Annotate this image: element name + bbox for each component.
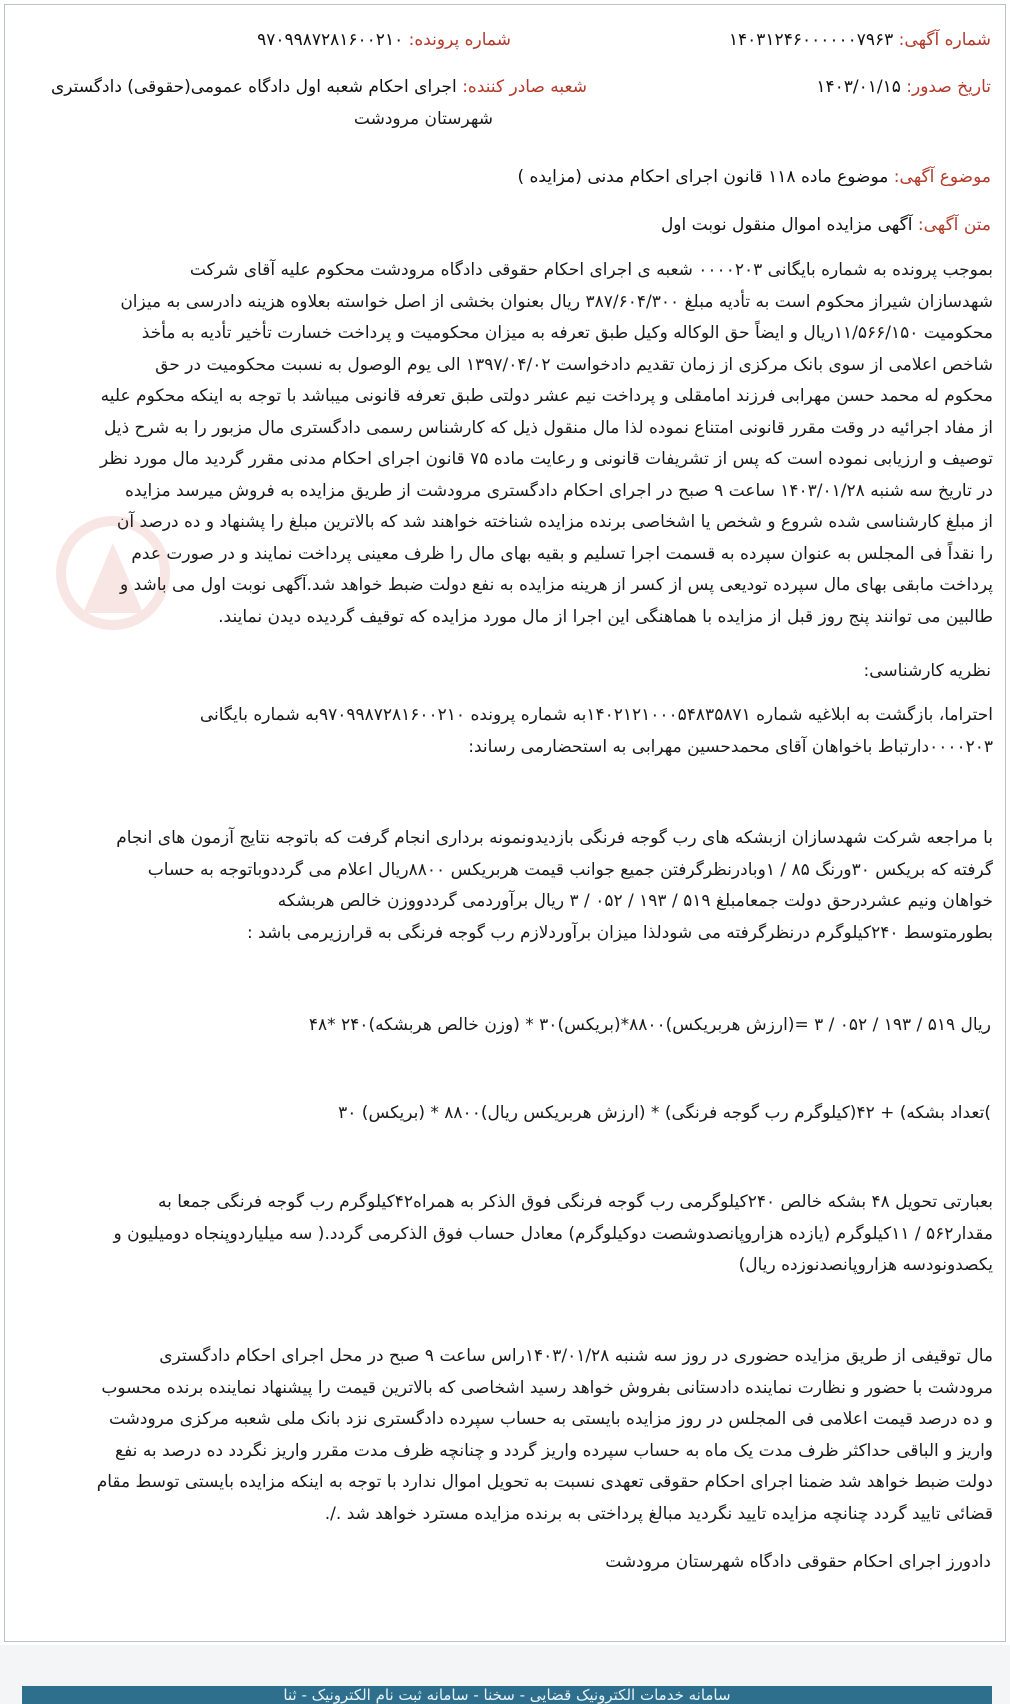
main-paragraph <box>19 255 993 633</box>
issue-date <box>816 75 991 99</box>
footer-links[interactable]: سامانه خدمات الکترونیک قضایی - سخنا - سامانه ثبت نام الکترونیک - ثنا <box>283 1686 731 1704</box>
paragraph-line: قضائی تایید گردد چنانچه مزایده تایید نگردید مبالغ پرداختی به برنده مزایده مسترد خواهد شد ./. <box>324 1503 993 1524</box>
case-number-label: شماره پرونده: <box>408 30 511 50</box>
paragraph-line: واریز و الباقی حداکثر ظرف مدت یک ماه به حساب سپرده واریز گردد و چنانچه ظرف مدت مقرر واریز نگردد ده درصد به نفع <box>115 1440 993 1461</box>
subject-value: موضوع ماده ۱۱۸ قانون اجرای احکام مدنی (مزایده ) <box>517 167 889 187</box>
issue-date-label: تاریخ صدور: <box>906 77 991 97</box>
ad-number-label: شماره آگهی: <box>898 30 991 50</box>
ad-number <box>729 28 991 52</box>
paragraph-line: طالبین می توانند پنج روز قبل از مزایده با هماهنگی این اجرا از مال مورد مزایده که توقیف گردیده دیدن نمایند. <box>218 606 993 627</box>
paragraph-line: از مفاد اجرائیه در وقت مقرر قانونی امتناع نموده لذا مال منقول ذیل که کارشناس رسمی دادگستری مال مزبور را به شرح ذیل <box>103 417 993 438</box>
paragraph-line: با مراجعه شرکت شهدسازان ازبشکه های رب گوجه فرنگی بازدیدونمونه برداری انجام گرفت که باتوجه نتایج آزمون های انجام <box>116 828 993 848</box>
paragraph-line: خواهان ونیم عشردرحق دولت جمعامبلغ ۵۱۹ / ۱۹۳ / ۰۵۲ / ۳ ریال برآوردمی گرددووزن خالص هربشکه <box>277 891 993 911</box>
paragraph-line: دولت ضبط خواهد شد ضمنا اجرای احکام حقوقی تعهدی نسبت به تحویل اموال ندارد با توجه به اینکه مزایده بایستی توسط مقام <box>96 1472 993 1492</box>
paragraph-line: مقدار۵۶۲ / ۱۱کیلوگرم (یازده هزاروپانصدوشصت دوکیلوگرم) معادل حساب فوق الذکرمی گردد.( سه میلیاردوپنجاه دومیلیون و <box>113 1223 993 1244</box>
paragraph-line: گرفته که بریکس ۳۰ورنگ ۸۵ / ۱وبادرنظرگرفتن جمیع جوانب قیمت هربریکس ۸۸۰۰ریال اعلام می گرددوباتوجه به حساب <box>147 859 993 880</box>
paragraph-line: بموجب پرونده به شماره بایگانی ۰۰۰۰۲۰۳ شعبه ی اجرای احکام حقوقی دادگاه مرودشت محکوم علیه آقای شرکت <box>189 260 993 280</box>
case-number-value: ۹۷۰۹۹۸۷۲۸۱۶۰۰۲۱۰ <box>257 30 404 50</box>
paragraph-line: شاخص اعلامی از سوی بانک مرکزی از زمان تقدیم دادخواست ۱۳۹۷/۰۴/۰۲ الی یوم الوصول به نسبت محکومیت در حق <box>155 354 993 375</box>
expert-heading: نظریه کارشناسی: <box>863 661 991 681</box>
paragraph-line: پرداخت مابقی بهای مال سپرده تودیعی پس از کسر از هرینه مزایده به نفع دولت ضبط خواهد شد.آگهی نوبت اول می باشد و <box>119 575 993 595</box>
paragraph-line: توصیف و ارزیابی نموده است که پس از تشریفات قانونی و رعایت ماده ۷۵ قانون اجرای احکام مدنی مقرر گردید مال مورد نظر <box>99 449 993 469</box>
case-number <box>257 28 511 52</box>
summary <box>19 1187 993 1282</box>
notice-page <box>4 4 1006 1642</box>
subject-label: موضوع آگهی: <box>893 167 991 187</box>
ad-text-value: آگهی مزایده اموال منقول نوبت اول <box>660 215 913 235</box>
expert-body <box>19 823 993 949</box>
paragraph-line: مرودشت با حضور و نظارت نماینده دادستانی بفروش خواهد رسید اشخاصی که بالاترین قیمت را پیشنهاد نماینده برنده محسوب <box>101 1377 993 1398</box>
issuer-line2: شهرستان مرودشت <box>353 109 493 129</box>
paragraph-line: محکوم له محمد حسن مهرابی فرزند امامقلی و پرداخت نیم عشر دولتی طبق تعرفه قانونی میباشد با توجه به اینکه محکوم علیه <box>100 386 993 406</box>
subject <box>517 165 991 189</box>
paragraph-line: بعبارتی تحویل ۴۸ بشکه خالص ۲۴۰کیلوگرمی رب گوجه فرنگی فوق الذکر به همراه۴۲کیلوگرم رب گوجه فرنگی جمعا به <box>157 1192 993 1212</box>
signature: دادورز اجرای احکام حقوقی دادگاه شهرستان مرودشت <box>605 1552 991 1572</box>
formula-1: ریال ۵۱۹ / ۱۹۳ / ۰۵۲ / ۳ =(ارزش هربریکس)۸۸۰۰*(بریکس)۳۰ * (وزن خالص هربشکه)۲۴۰ *۴۸ <box>308 1015 991 1035</box>
paragraph-line: و ده درصد قیمت اعلامی فی المجلس در روز مزایده بایستی به حساب سپرده دادگستری نزد بانک ملی شعبه مرکزی مرودشت <box>108 1409 993 1429</box>
paragraph-line: احتراما، بازگشت به ابلاغیه شماره ۱۴۰۲۱۲۱۰۰۰۵۴۸۳۵۸۷۱به شماره پرونده ۹۷۰۹۹۸۷۲۸۱۶۰۰۲۱۰به شماره بایگانی <box>199 705 993 725</box>
paragraph-line: محکومیت ۱۱/۵۶۶/۱۵۰ریال و ایضاً حق الوکاله وکیل طبق تعرفه به میزان محکومیت و پرداخت خسارت تأخیر تأدیه به مأخذ <box>141 323 993 343</box>
issue-date-value: ۱۴۰۳/۰۱/۱۵ <box>816 77 901 97</box>
ad-number-value: ۱۴۰۳۱۲۴۶۰۰۰۰۰۰۷۹۶۳ <box>728 30 894 50</box>
ad-text-label: متن آگهی: <box>917 215 991 235</box>
issuer-label: شعبه صادر کننده: <box>462 77 587 97</box>
paragraph-line: از مبلغ کارشناسی شده شروع و شخص یا اشخاصی برنده مزایده شناخته خواهند شد که بالاترین مبلغ را پشنهاد و ده درصد آن <box>116 512 993 532</box>
paragraph-line: مال توقیفی از طریق مزایده حضوری در روز سه شنبه ۱۴۰۳/۰۱/۲۸راس ساعت ۹ صبح در محل اجرای احکام دادگستری <box>159 1346 993 1366</box>
paragraph-line: در تاریخ سه شنبه ۱۴۰۳/۰۱/۲۸ ساعت ۹ صبح در اجرای احکام دادگستری مرودشت از طریق مزایده به فروش میرسد مزایده <box>124 480 993 501</box>
auction-terms <box>19 1341 993 1530</box>
issuer <box>51 75 587 99</box>
paragraph-line: ۰۰۰۰۲۰۳دارتباط باخواهان آقای محمدحسین مهرابی به استحضارمی رساند: <box>468 736 993 757</box>
formula-2: )تعداد بشکه) + ۴۲(کیلوگرم رب گوجه فرنگی) * (ارزش هربریکس ریال)۸۸۰۰ * (بریکس) ۳۰ <box>338 1103 991 1123</box>
expert-intro <box>19 700 993 763</box>
paragraph-line: بطورمتوسط ۲۴۰کیلوگرم درنظرگرفته می شودلذا میزان برآوردلازم رب گوجه فرنگی به قرارزیرمی باشد : <box>246 922 993 943</box>
paragraph-line: را نقداً فی المجلس به عنوان سپرده به قسمت اجرا تسلیم و بقیه بهای مال را ظرف معینی پرداخت نمایند و در صورت عدم <box>131 543 993 564</box>
paragraph-line: یکصدونودسه هزاروپانصدنوزده ریال) <box>738 1255 993 1275</box>
footer-bar <box>22 1686 992 1704</box>
paragraph-line: شهدسازان شیراز محکوم است به تأدیه مبلغ ۳۸۷/۶۰۴/۳۰۰ ریال بعنوان بخشی از اصل خواسته بعلاوه هزینه دادرسی به میزان <box>120 291 993 312</box>
ad-text <box>661 213 991 237</box>
issuer-line1: اجرای احکام شعبه اول دادگاه عمومی(حقوقی) دادگستری <box>50 77 457 97</box>
